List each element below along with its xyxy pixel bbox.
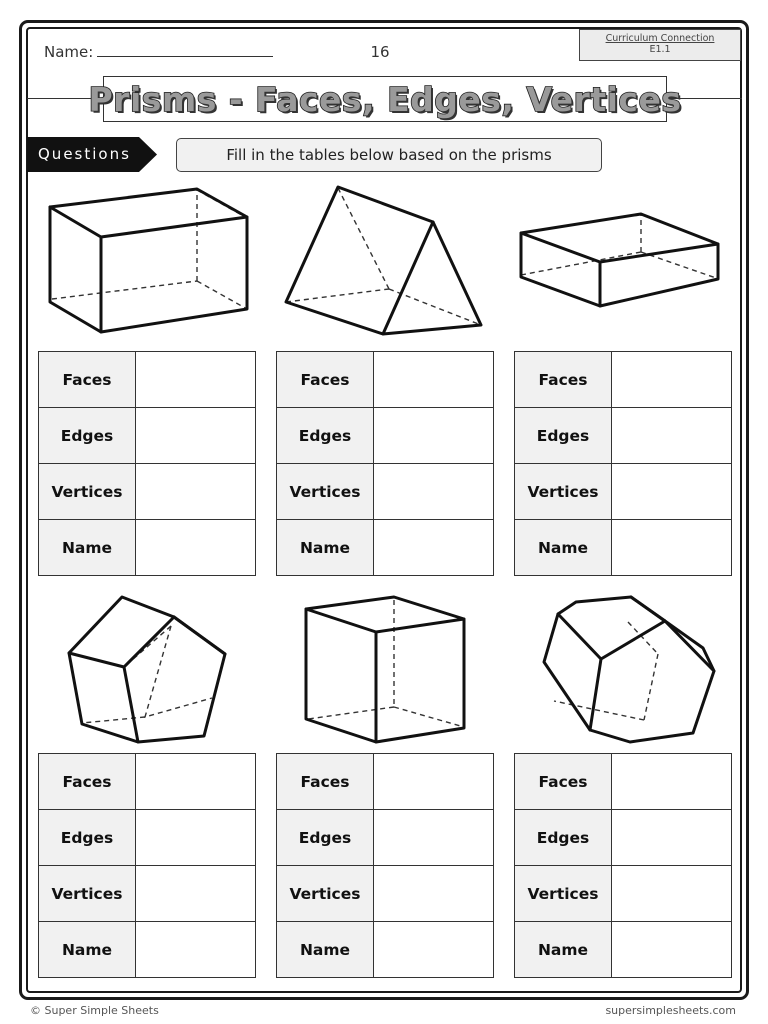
edges-label: Edges: [39, 810, 136, 866]
curriculum-code: E1.1: [649, 44, 671, 55]
name-label: Name: [515, 922, 612, 978]
edges-answer-cell[interactable]: [136, 408, 256, 464]
table-row: [39, 866, 256, 922]
faces-label: Faces: [277, 352, 374, 408]
name-answer-cell[interactable]: [612, 922, 732, 978]
faces-answer-cell[interactable]: [136, 352, 256, 408]
table-row: [277, 754, 494, 810]
faces-answer-cell[interactable]: [136, 754, 256, 810]
table-row: [277, 810, 494, 866]
table-row: [515, 464, 732, 520]
curriculum-connection-box: [579, 29, 741, 61]
table-row: [39, 754, 256, 810]
worksheet-title: Prisms - Faces, Edges, Vertices: [88, 79, 682, 119]
table-row: [515, 922, 732, 978]
faces-label: Faces: [515, 352, 612, 408]
questions-tab-label: Questions: [38, 145, 131, 163]
faces-answer-cell[interactable]: [374, 754, 494, 810]
vertices-label: Vertices: [39, 866, 136, 922]
name-label: Name: [515, 520, 612, 576]
vertices-answer-cell[interactable]: [612, 464, 732, 520]
footer-copyright: © Super Simple Sheets: [30, 1004, 159, 1017]
table-row: [277, 520, 494, 576]
faces-answer-cell[interactable]: [612, 754, 732, 810]
edges-label: Edges: [515, 810, 612, 866]
table-row: [39, 408, 256, 464]
prism-6-table: [514, 753, 732, 978]
name-answer-cell[interactable]: [374, 922, 494, 978]
name-label: Name: [39, 922, 136, 978]
table-row: [39, 464, 256, 520]
name-answer-cell[interactable]: [136, 922, 256, 978]
table-row: [277, 866, 494, 922]
vertices-label: Vertices: [515, 464, 612, 520]
name-answer-cell[interactable]: [374, 520, 494, 576]
vertices-answer-cell[interactable]: [374, 464, 494, 520]
name-label: Name:: [44, 43, 94, 61]
triangular-prism-icon: [280, 182, 490, 340]
table-row: [39, 352, 256, 408]
prism-3-table: [514, 351, 732, 576]
name-label: Name: [39, 520, 136, 576]
edges-label: Edges: [277, 408, 374, 464]
flat-rectangular-prism-icon: [516, 210, 726, 310]
vertices-label: Vertices: [39, 464, 136, 520]
table-row: [39, 810, 256, 866]
prism-1-table: [38, 351, 256, 576]
faces-label: Faces: [515, 754, 612, 810]
table-row: [515, 352, 732, 408]
edges-label: Edges: [39, 408, 136, 464]
page-number: 16: [370, 43, 390, 61]
faces-answer-cell[interactable]: [612, 352, 732, 408]
table-row: [277, 464, 494, 520]
table-row: [277, 352, 494, 408]
table-row: [515, 754, 732, 810]
edges-answer-cell[interactable]: [374, 408, 494, 464]
footer-website-link[interactable]: supersimplesheets.com: [605, 1004, 736, 1017]
curriculum-connection-title: Curriculum Connection: [605, 33, 715, 44]
vertices-answer-cell[interactable]: [612, 866, 732, 922]
table-row: [39, 922, 256, 978]
faces-answer-cell[interactable]: [374, 352, 494, 408]
edges-answer-cell[interactable]: [612, 408, 732, 464]
name-label: Name: [277, 922, 374, 978]
name-answer-cell[interactable]: [136, 520, 256, 576]
vertices-answer-cell[interactable]: [136, 464, 256, 520]
table-row: [515, 520, 732, 576]
name-answer-cell[interactable]: [612, 520, 732, 576]
cube-icon: [300, 592, 470, 747]
vertices-label: Vertices: [277, 464, 374, 520]
vertices-label: Vertices: [515, 866, 612, 922]
instruction-box: Fill in the tables below based on the prisms: [176, 138, 602, 172]
questions-tab: [27, 137, 157, 172]
worksheet-title-box: [88, 76, 682, 122]
table-row: [39, 520, 256, 576]
edges-answer-cell[interactable]: [136, 810, 256, 866]
vertices-answer-cell[interactable]: [374, 866, 494, 922]
edges-answer-cell[interactable]: [374, 810, 494, 866]
name-blank-line[interactable]: [97, 43, 273, 57]
table-row: [515, 866, 732, 922]
edges-answer-cell[interactable]: [612, 810, 732, 866]
edges-label: Edges: [277, 810, 374, 866]
vertices-label: Vertices: [277, 866, 374, 922]
faces-label: Faces: [39, 754, 136, 810]
vertices-answer-cell[interactable]: [136, 866, 256, 922]
table-row: [277, 922, 494, 978]
prism-4-table: [38, 753, 256, 978]
hexagonal-prism-icon: [538, 592, 718, 747]
name-label: Name: [277, 520, 374, 576]
prism-2-table: [276, 351, 494, 576]
table-row: [515, 810, 732, 866]
faces-label: Faces: [39, 352, 136, 408]
edges-label: Edges: [515, 408, 612, 464]
rectangular-prism-icon: [44, 184, 254, 339]
table-row: [277, 408, 494, 464]
faces-label: Faces: [277, 754, 374, 810]
table-row: [515, 408, 732, 464]
prism-5-table: [276, 753, 494, 978]
pentagonal-prism-icon: [62, 592, 232, 747]
name-field[interactable]: [44, 43, 273, 61]
